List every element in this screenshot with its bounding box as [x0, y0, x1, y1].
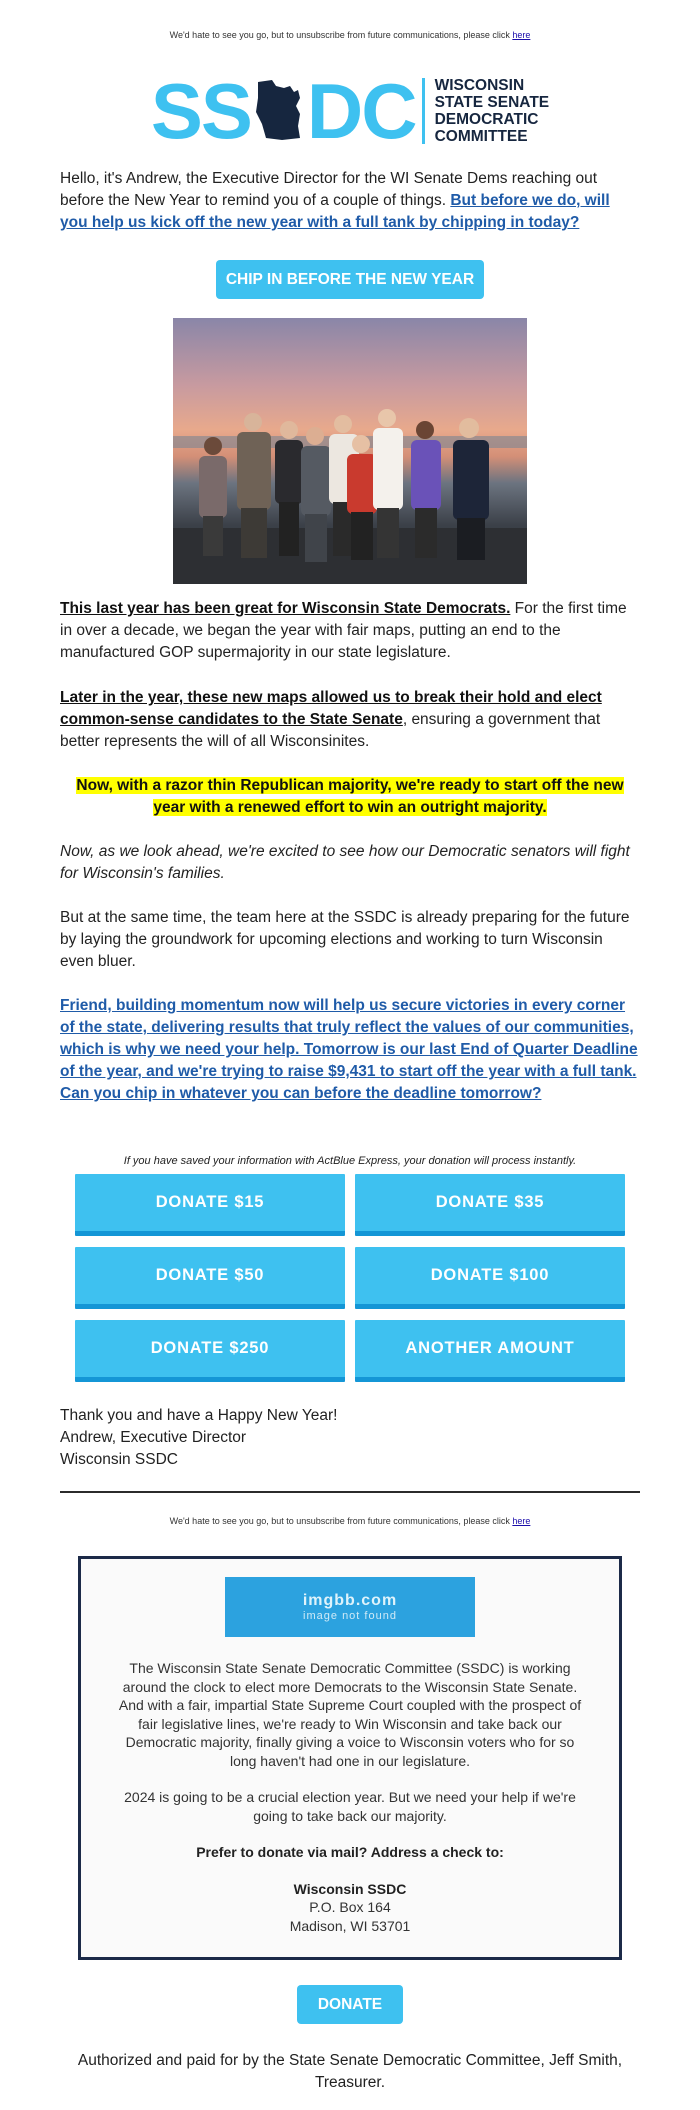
top-unsubscribe-line: [0, 30, 700, 40]
appeal-paragraph: [60, 995, 640, 1105]
intro-paragraph: [60, 168, 640, 234]
logo-letters-left: SS: [150, 67, 251, 155]
signoff: [0, 1405, 700, 1471]
highlight-paragraph: [60, 775, 640, 819]
ssdc-logo: [0, 66, 700, 156]
bottom-unsubscribe-link[interactable]: here: [512, 1516, 531, 1526]
signoff-line-2: Andrew, Executive Director: [60, 1429, 247, 1446]
paragraph-ssdc-preparing: But at the same time, the team here at the SSDC is already preparing for the future by laying the groundwork for upcoming elections and working to turn Wisconsin even bluer.: [60, 909, 630, 970]
logo-line-4: COMMITTEE: [434, 128, 528, 145]
bottom-unsubscribe-line: [0, 1516, 700, 1526]
actblue-note: If you have saved your information with ActBlue Express, your donation will process instantly.: [123, 1155, 577, 1167]
address-name: Wisconsin SSDC: [293, 1880, 407, 1897]
donate-250-button[interactable]: DONATE $250: [75, 1320, 345, 1382]
paragraph-look-ahead: Now, as we look ahead, we're excited to see how our Democratic senators will fight for Wisconsin's families.: [60, 843, 630, 882]
broken-image-subtitle: image not found: [303, 1610, 397, 1622]
paid-for-disclaimer: Authorized and paid for by the State Senate Democratic Committee, Jeff Smith, Treasurer.: [77, 2052, 623, 2091]
bottom-unsubscribe-text: We'd hate to see you go, but to unsubscribe from future communications, please click: [169, 1516, 513, 1526]
about-box: [78, 1556, 622, 1960]
paragraph-new-maps-text: , ensuring a government that better represents the will of all Wisconsinites.: [60, 711, 601, 750]
logo-letters: [150, 67, 416, 155]
election-paragraph: 2024 is going to be a crucial election year. But we need your help if we're going to take back our majority.: [124, 1789, 576, 1824]
donate-50-button[interactable]: DONATE $50: [75, 1247, 345, 1309]
appeal-donate-link[interactable]: Friend, building momentum now will help us secure victories in every corner of the state, delivering results that truly reflect the values of our communities, which is why we need your help. Tomorrow is our last End of Quarter Deadline of the year, and we're trying to raise $9,431 to start off the year with a full tank. Can you chip in whatever you can before the deadline tomorrow?: [60, 997, 638, 1102]
mail-heading: Prefer to donate via mail? Address a check to:: [196, 1844, 504, 1860]
chip-in-button[interactable]: CHIP IN BEFORE THE NEW YEAR: [216, 260, 484, 299]
logo-wordmark: [435, 77, 550, 145]
address-line-2: Madison, WI 53701: [289, 1917, 411, 1934]
footer-donate-button[interactable]: DONATE: [297, 1985, 403, 2024]
paragraph-great-year-text: For the first time in over a decade, we began the year with fair maps, putting an end to the manufactured GOP supermajority in our state legislature.: [60, 600, 627, 661]
signoff-line-1: Thank you and have a Happy New Year!: [60, 1407, 338, 1424]
paragraph-new-maps: [60, 687, 640, 753]
donate-100-button[interactable]: DONATE $100: [355, 1247, 625, 1309]
team-photo-illustration: [173, 318, 527, 584]
section-divider: [60, 1491, 640, 1493]
intro-donate-link[interactable]: But before we do, will you help us kick off the new year with a full tank by chipping in today?: [60, 192, 610, 231]
address-line-1: P.O. Box 164: [309, 1899, 391, 1915]
donate-buttons-grid: [0, 1174, 700, 1382]
about-paragraph: The Wisconsin State Senate Democratic Committee (SSDC) is working around the clock to elect more Democrats to the Wisconsin State Senate. And with a fair, impartial State Supreme Court coupled with the prospect of fair legislative lines, we're ready to Win Wisconsin and take back our Democratic majority, finally giving a voice to Wisconsin voters who for so long haven't had one in our legislature.: [118, 1660, 582, 1769]
intro-text: Hello, it's Andrew, the Executive Director for the WI Senate Dems reaching out before the New Year to remind you of a couple of things.: [60, 170, 598, 209]
paragraph-great-year-bold: This last year has been great for Wisconsin State Democrats.: [60, 600, 511, 617]
donate-15-button[interactable]: DONATE $15: [75, 1174, 345, 1236]
paragraph-new-maps-bold: Later in the year, these new maps allowed us to break their hold and elect common-sense candidates to the State Senate: [60, 689, 602, 728]
logo-letters-right: DC: [306, 67, 416, 155]
donate-35-button[interactable]: DONATE $35: [355, 1174, 625, 1236]
wisconsin-state-icon: [252, 78, 306, 144]
broken-image-title: imgbb.com: [302, 1592, 398, 1609]
logo-divider: [422, 78, 425, 144]
logo-line-2: STATE SENATE: [434, 94, 550, 111]
donate-another-amount-button[interactable]: ANOTHER AMOUNT: [355, 1320, 625, 1382]
paragraph-great-year: [60, 598, 640, 664]
team-photo: [173, 318, 527, 584]
logo-line-3: DEMOCRATIC: [434, 111, 539, 128]
logo-line-1: WISCONSIN: [434, 77, 525, 94]
broken-image-placeholder: [225, 1577, 475, 1637]
signoff-line-3: Wisconsin SSDC: [60, 1451, 178, 1468]
top-unsubscribe-link[interactable]: here: [512, 30, 531, 40]
top-unsubscribe-text: We'd hate to see you go, but to unsubscribe from future communications, please click: [169, 30, 513, 40]
highlight-text: Now, with a razor thin Republican majority, we're ready to start off the new year with a renewed effort to win an outright majority.: [76, 777, 624, 816]
